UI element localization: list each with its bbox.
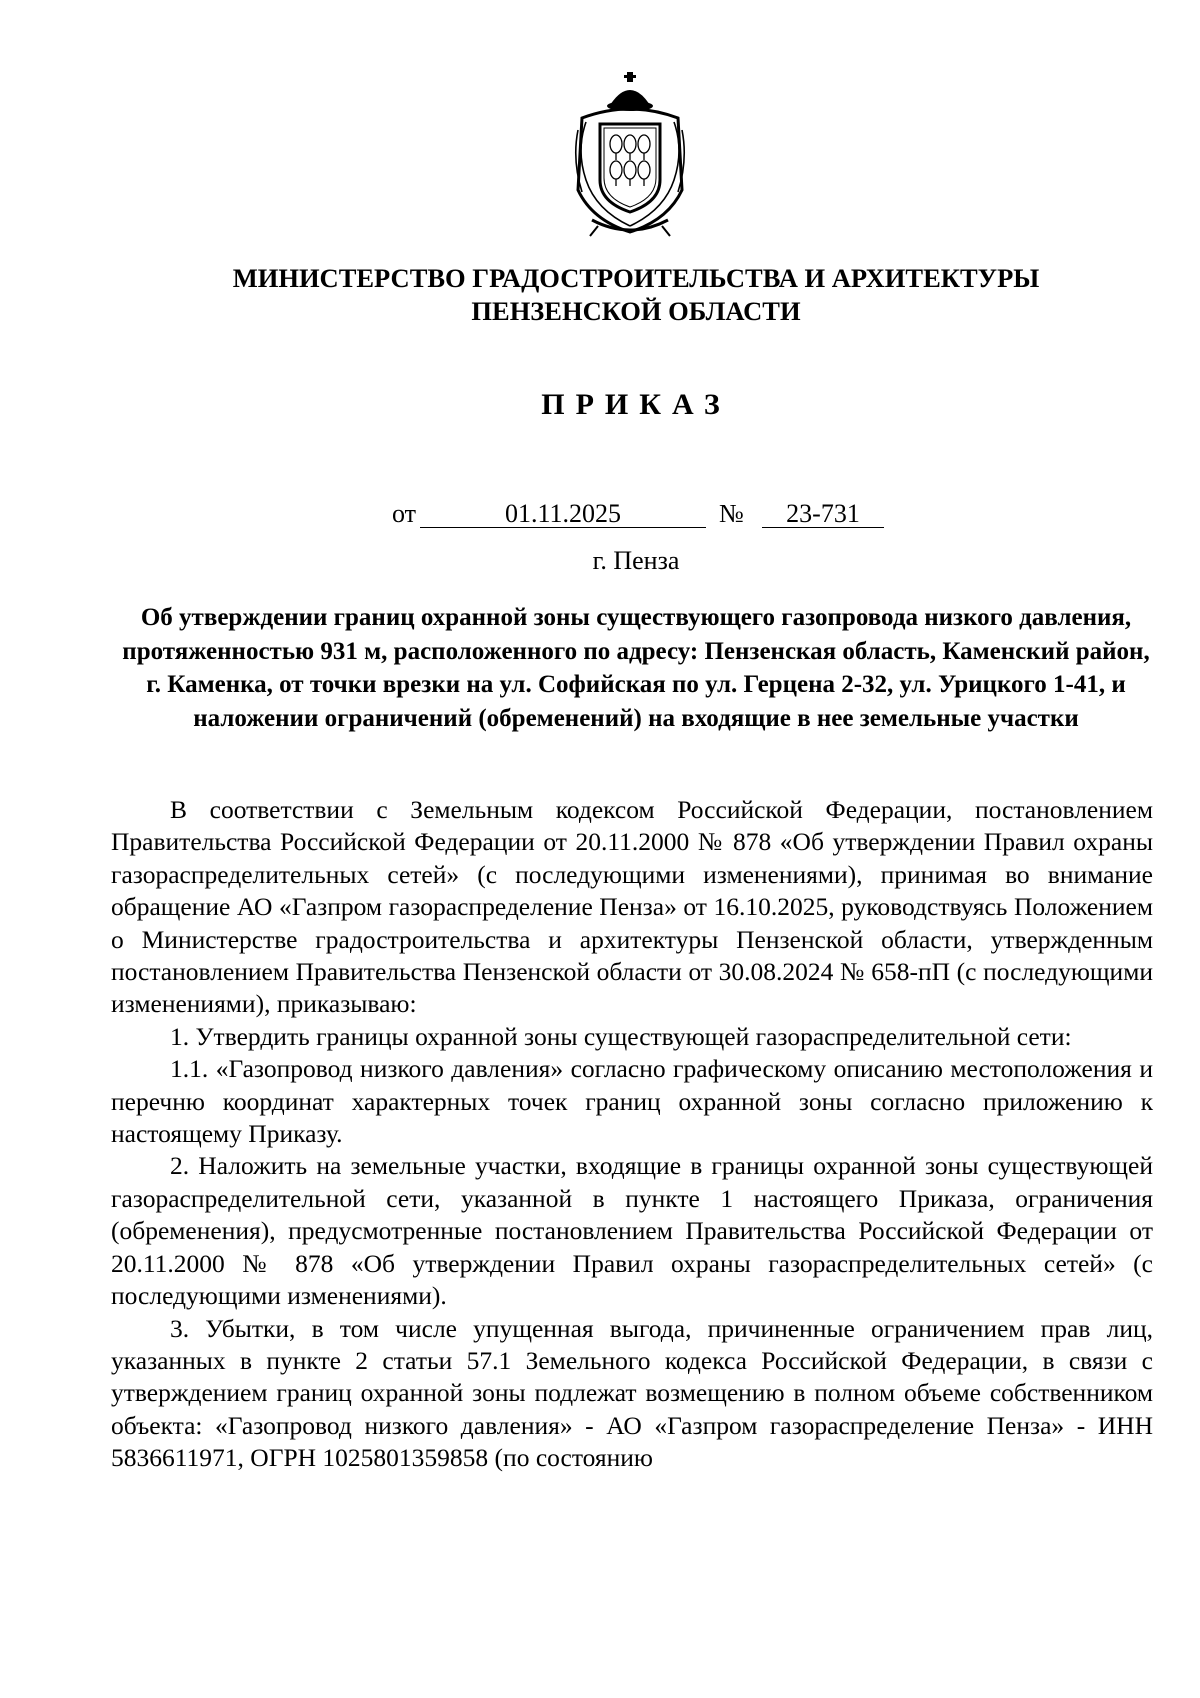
coat-of-arms-emblem <box>572 70 688 238</box>
order-body <box>111 794 1153 1475</box>
body-preamble: В соответствии с Земельным кодексом Российской Федерации, постановлением Правительства Российской Федерации от 20.11.2000 № 878 «Об утверждении Правил охраны газораспределительных сетей» (с последующими изменениями), принимая во внимание обращение АО «Газпром газораспределение Пенза» от 16.10.2025, руководствуясь Положением о Министерстве градостроительства и архитектуры Пензенской области, утвержденным постановлением Правительства Пензенской области от 30.08.2024 № 658-пП (с последующими изменениями), приказываю: <box>111 795 1153 1019</box>
body-item-2: 2. Наложить на земельные участки, входящие в границы охранной зоны существующей газораспределительной сети, указанной в пункте 1 настоящего Приказа, ограничения (обременения), предусмотренные постановлением Правительства Российской Федерации от 20.11.2000 № 878 «Об утверждении Правил охраны газораспределительных сетей» (с последующими изменениями). <box>111 1151 1153 1311</box>
ministry-name <box>100 262 1172 328</box>
date-prefix: от <box>392 499 417 528</box>
order-title: ПРИКАЗ <box>541 388 731 421</box>
body-item-1-1: 1.1. «Газопровод низкого давления» согласно графическому описанию местоположения и перечню координат характерных точек границ охранной зоны согласно приложению к настоящему Приказу. <box>111 1054 1153 1149</box>
body-item-1: 1. Утвердить границы охранной зоны существующей газораспределительной сети: <box>170 1021 1072 1051</box>
order-city: г. Пенза <box>592 546 680 575</box>
order-number: 23-731 <box>762 497 884 528</box>
order-date: 01.11.2025 <box>420 497 706 528</box>
body-item-3: 3. Убытки, в том числе упущенная выгода, причиненные ограничением прав лиц, указанных в пункте 2 статьи 57.1 Земельного кодекса Российской Федерации, в связи с утверждением границ охранной зоны подлежат возмещению в полном объеме собственником объекта: «Газопровод низкого давления» - АО «Газпром газораспределение Пенза» - ИНН 5836611971, ОГРН 1025801359858 (по состоянию <box>111 1313 1153 1473</box>
order-subject: Об утверждении границ охранной зоны существующего газопровода низкого давления, протяженностью 931 м, расположенного по адресу: Пензенская область, Каменский район, г. Каменка, от точки врезки на ул. Софийская по ул. Герцена 2-32, ул. Урицкого 1-41, и наложении ограничений (обременений) на входящие в нее земельные участки <box>122 604 1150 732</box>
number-prefix: № <box>719 499 744 528</box>
ministry-name-line-1: МИНИСТЕРСТВО ГРАДОСТРОИТЕЛЬСТВА И АРХИТЕКТУРЫ <box>232 263 1040 293</box>
ministry-name-line-2: ПЕНЗЕНСКОЙ ОБЛАСТИ <box>471 296 801 326</box>
